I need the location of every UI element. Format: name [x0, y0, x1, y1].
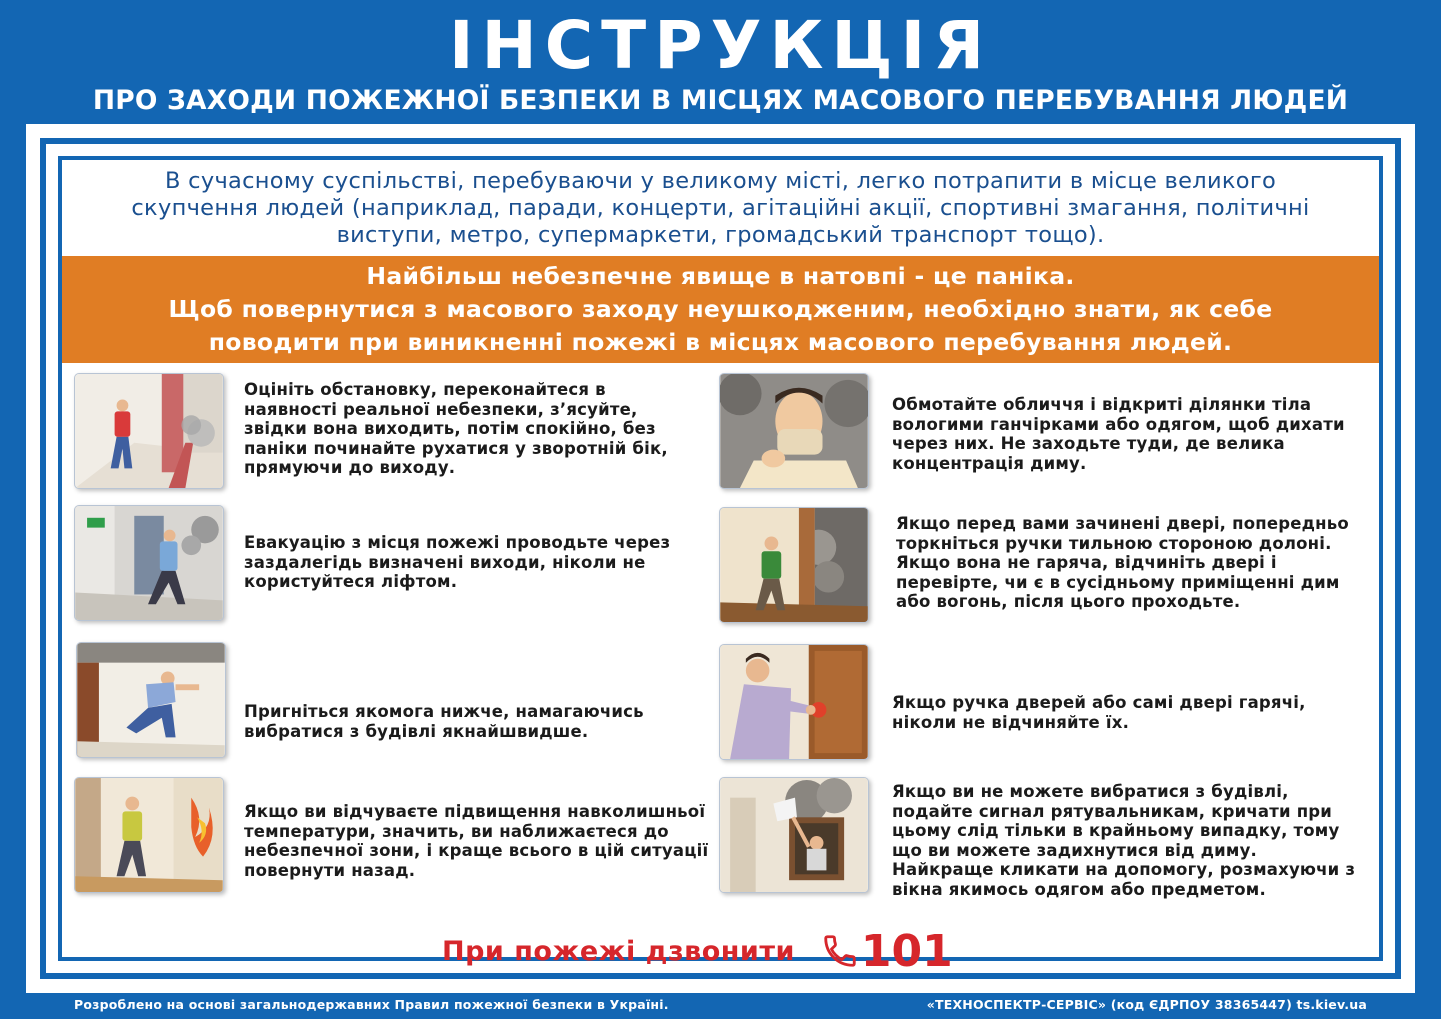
instruction-line: Обмотайте обличчя і відкриті ділянки тіла	[892, 395, 1312, 414]
intro-paragraph	[62, 168, 1379, 249]
instruction-line: Якщо ви не можете вибратися з будівлі,	[892, 782, 1289, 801]
instruction-text	[892, 395, 1345, 473]
instruction-line: небезпечної зони, і краще всього в цій ситуації	[244, 841, 709, 860]
instruction-line: температури, значить, ви наближаєтеся до	[244, 821, 669, 841]
instruction-line: заздалегідь визначені виходи, ніколи не	[244, 552, 646, 572]
poster-frame	[26, 124, 1415, 993]
instruction-line: звідки вона виходить, потім спокійно, без	[244, 419, 656, 438]
instruction-text	[244, 380, 668, 478]
instruction-line: цьому слід тільки в крайньому випадку, тому	[892, 821, 1340, 840]
face-covering-illustration	[719, 373, 869, 489]
instruction-line: прямуючи до виходу.	[244, 458, 456, 477]
instruction-line: Якщо перед вами зачинені двері, попередньо	[896, 514, 1349, 533]
instruction-line: Якщо ви відчуваєте підвищення навколишньої	[244, 802, 706, 821]
instruction-line: паніки починайте рухатися у зворотній бік,	[244, 438, 668, 458]
instruction-line: торкніться ручки тильною стороною долоні.	[896, 533, 1332, 553]
instruction-line: перевірте, чи є в сусідньому приміщенні дим	[896, 572, 1340, 592]
emergency-call-label: При пожежі дзвонити	[442, 935, 795, 967]
warning-line: Найбільш небезпечне явище в натовпі - це паніка.	[366, 262, 1075, 290]
instruction-line: Якщо ручка дверей або самі двері гарячі,	[892, 693, 1306, 712]
instruction-line: користуйтеся ліфтом.	[244, 572, 458, 591]
instruction-line: вікна якимось одягом або предметом.	[892, 879, 1266, 899]
poster-subtitle: ПРО ЗАХОДИ ПОЖЕЖНОЇ БЕЗПЕКИ В МІСЦЯХ МАСОВОГО ПЕРЕБУВАННЯ ЛЮДЕЙ	[92, 85, 1349, 116]
poster-content	[58, 156, 1383, 977]
instruction-line: або вогонь, після цього проходьте.	[896, 592, 1241, 611]
footer-source-note: Розроблено на основі загальнодержавних Правил пожежної безпеки в Україні.	[74, 997, 669, 1012]
warning-line: поводити при виникненні пожежі в місцях масового перебування людей.	[208, 328, 1233, 356]
emergency-call	[442, 926, 953, 976]
instruction-text	[892, 782, 1355, 899]
instruction-text	[244, 802, 708, 880]
hot-door-handle-illustration	[719, 644, 869, 760]
walking-to-exit-illustration	[74, 373, 224, 489]
instruction-line: Пригніться якомога нижче, намагаючись	[244, 702, 644, 721]
instruction-line: Якщо вона не гаряча, відчиніть двері і	[896, 553, 1277, 572]
instruction-line: що ви можете задихнутися від диму.	[892, 840, 1258, 860]
footer-publisher: «ТЕХНОСПЕКТР-СЕРВІС» (код ЄДРПОУ 38365447) ts.kiev.ua	[926, 997, 1367, 1012]
instruction-line: вологими ганчірками або одягом, щоб дихати	[892, 414, 1345, 434]
poster-title: ІНСТРУКЦІЯ	[448, 7, 993, 84]
instruction-line: Евакуацію з місця пожежі проводьте через	[244, 533, 671, 552]
panic-warning-band	[62, 256, 1379, 363]
instruction-text	[244, 533, 670, 592]
instruction-line: концентрація диму.	[892, 453, 1087, 473]
emergency-number: 101	[860, 925, 953, 977]
instruction-line: через них. Не заходьте туди, де велика	[892, 434, 1285, 453]
poster-frame-border	[40, 138, 1401, 979]
instruction-line: Найкраще кликати на допомогу, розмахуючи з	[892, 860, 1356, 879]
rising-temperature-illustration	[74, 777, 224, 893]
instruction-text	[896, 514, 1349, 612]
phone-icon	[821, 932, 859, 970]
window-signal-illustration	[719, 777, 869, 893]
closed-door-smoke-illustration	[719, 507, 869, 623]
warning-line: Щоб повернутися з масового заходу неушкодженим, необхідно знати, як себе	[168, 295, 1273, 323]
instruction-line: наявності реальної небезпеки, з’ясуйте,	[244, 399, 638, 419]
instruction-line: вибратися з будівлі якнайшвидше.	[244, 721, 589, 741]
evacuation-exit-illustration	[74, 505, 224, 621]
instruction-line: ніколи не відчиняйте їх.	[892, 712, 1130, 732]
intro-line: виступи, метро, супермаркети, громадський транспорт тощо).	[336, 222, 1105, 248]
crouching-escape-illustration	[76, 642, 226, 758]
intro-line: В сучасному суспільстві, перебуваючи у великому місті, легко потрапити в місце великого	[164, 168, 1277, 194]
intro-line: скупчення людей (наприклад, паради, концерти, агітаційні акції, спортивні змагання, політичні	[131, 195, 1310, 221]
instruction-text	[892, 693, 1306, 732]
instruction-text	[244, 702, 644, 741]
instruction-line: Оцініть обстановку, переконайтеся в	[244, 380, 606, 399]
instruction-line: подайте сигнал рятувальникам, кричати при	[892, 801, 1333, 821]
instruction-line: повернути назад.	[244, 860, 416, 880]
